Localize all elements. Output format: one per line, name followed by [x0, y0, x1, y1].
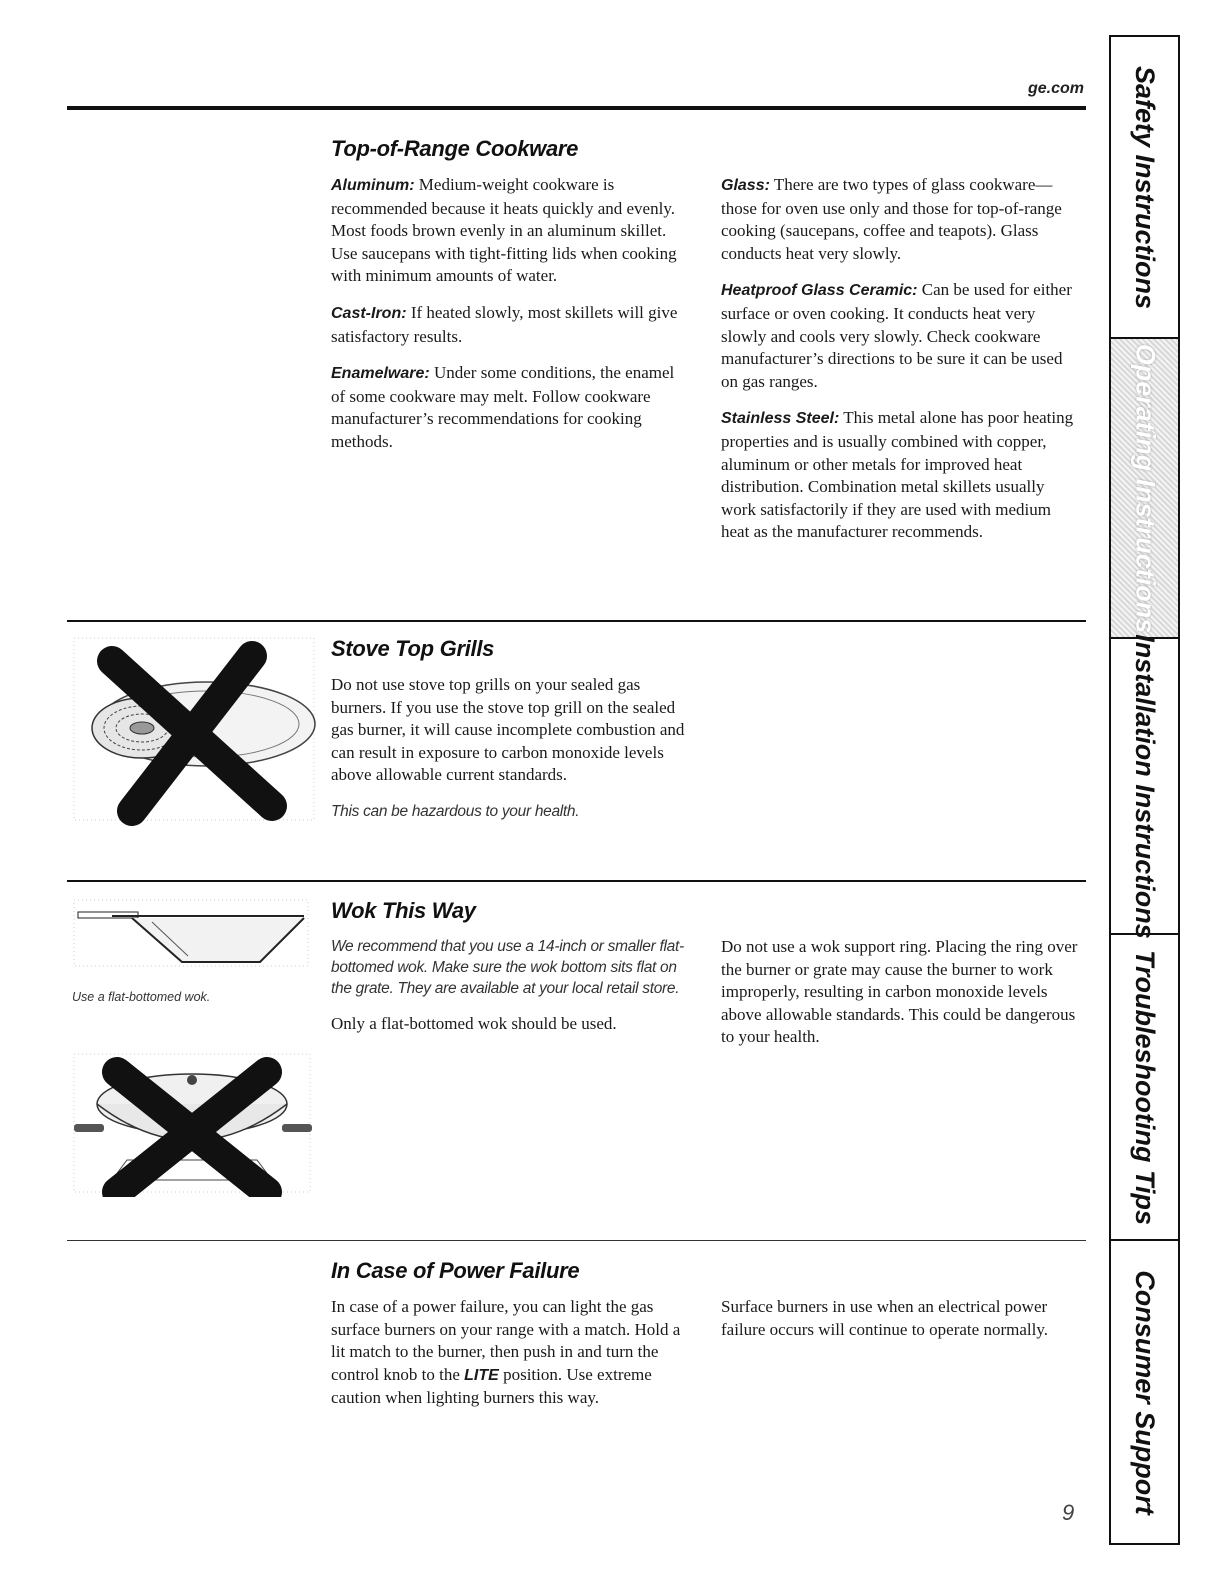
stove-grill-no-illustration: [72, 636, 317, 826]
site-url: ge.com: [1027, 80, 1084, 97]
section-rule-wok: [67, 880, 1086, 882]
wok-heading: Wok This Way: [331, 898, 476, 923]
wok-support-ring-no-illustration: [72, 1052, 314, 1197]
cookware-right-column: [721, 174, 1083, 558]
grills-body: Do not use stove top grills on your sealed gas burners. If you use the stove top grill on the sealed gas burner, it will cause incomplete combustion and can result in exposure to carbon monoxide levels above allowable current standards.: [331, 675, 685, 785]
aluminum-paragraph: Aluminum: Medium-weight cookware is recommended because it heats quickly and evenly. Most foods brown evenly in an aluminum skillet. Use saucepans with tight-fitting lids when cooking with minimum amounts of water.: [331, 175, 677, 286]
page-number: 9: [1062, 1500, 1075, 1525]
grills-column: [331, 674, 685, 836]
power-failure-paragraph: In case of a power failure, you can light the gas surface burners on your range with a match. Hold a lit match to the burner, then push in and turn the control knob to the LITE position. Use extreme caution when lighting burners this way.: [331, 1297, 681, 1408]
grills-warning: This can be hazardous to your health.: [331, 802, 580, 820]
wok-flat-bottom-only: Only a flat-bottomed wok should be used.: [331, 1014, 617, 1033]
tab-consumer-support[interactable]: Consumer Support: [1130, 1269, 1161, 1515]
stainless-steel-paragraph: Stainless Steel: This metal alone has poor heating properties and is usually combined with copper, aluminum or other metals for improved heat distribution. Combination metal skillets usually work satisfactorily if they are used with medium heat as the manufacturer recommends.: [721, 408, 1074, 542]
tab-troubleshooting-tips[interactable]: Troubleshooting Tips: [1111, 935, 1178, 1241]
section-rule-power: [67, 1240, 1086, 1241]
wok-caption: Use a flat-bottomed wok.: [72, 990, 211, 1004]
wok-support-ring-warning: Do not use a wok support ring. Placing the ring over the burner or grate may cause the burner to work improperly, resulting in carbon monoxide levels above allowable standards. This could be dangerous to your health.: [721, 937, 1078, 1047]
ceramic-paragraph: Heatproof Glass Ceramic: Can be used for either surface or oven cooking. It conducts heat very slowly and cools very slowly. Check cookware manufacturer’s directions to be sure it can be used on gas ranges.: [721, 280, 1072, 391]
wok-left-column: [331, 936, 685, 1050]
castiron-paragraph: Cast-Iron: If heated slowly, most skillets will give satisfactory results.: [331, 302, 678, 346]
cookware-heading: Top-of-Range Cookware: [331, 136, 579, 161]
section-rule-grills: [67, 620, 1086, 622]
tab-operating-instructions[interactable]: Operating Instructions: [1111, 339, 1178, 639]
cookware-left-column: [331, 174, 685, 468]
power-left-column: [331, 1296, 685, 1424]
wok-recommendation: We recommend that you use a 14-inch or smaller flat-bottomed wok. Make sure the wok bottom sits flat on the grate. They are available at your local retail store.: [331, 938, 684, 997]
glass-paragraph: Glass: There are two types of glass cookware—those for oven use only and those for top-of-range cooking (saucepans, coffee and teapots). Glass conducts heat very slowly.: [721, 175, 1062, 263]
header-rule: [67, 106, 1086, 110]
enamelware-paragraph: Enamelware: Under some conditions, the enamel of some cookware may melt. Follow cookware manufacturer’s recommendations for cooking methods.: [331, 363, 675, 451]
tab-safety-instructions[interactable]: Safety Instructions: [1111, 37, 1178, 339]
power-continue-paragraph: Surface burners in use when an electrical power failure occurs will continue to operate normally.: [721, 1297, 1048, 1339]
power-failure-heading: In Case of Power Failure: [331, 1258, 580, 1283]
wok-right-column: [721, 936, 1083, 1063]
section-sidebar: [1109, 35, 1180, 1545]
flat-bottom-wok-illustration: [72, 898, 312, 970]
power-right-column: [721, 1296, 1083, 1355]
grills-heading: Stove Top Grills: [331, 636, 495, 661]
tab-installation-instructions[interactable]: Installation Instructions: [1111, 639, 1178, 935]
